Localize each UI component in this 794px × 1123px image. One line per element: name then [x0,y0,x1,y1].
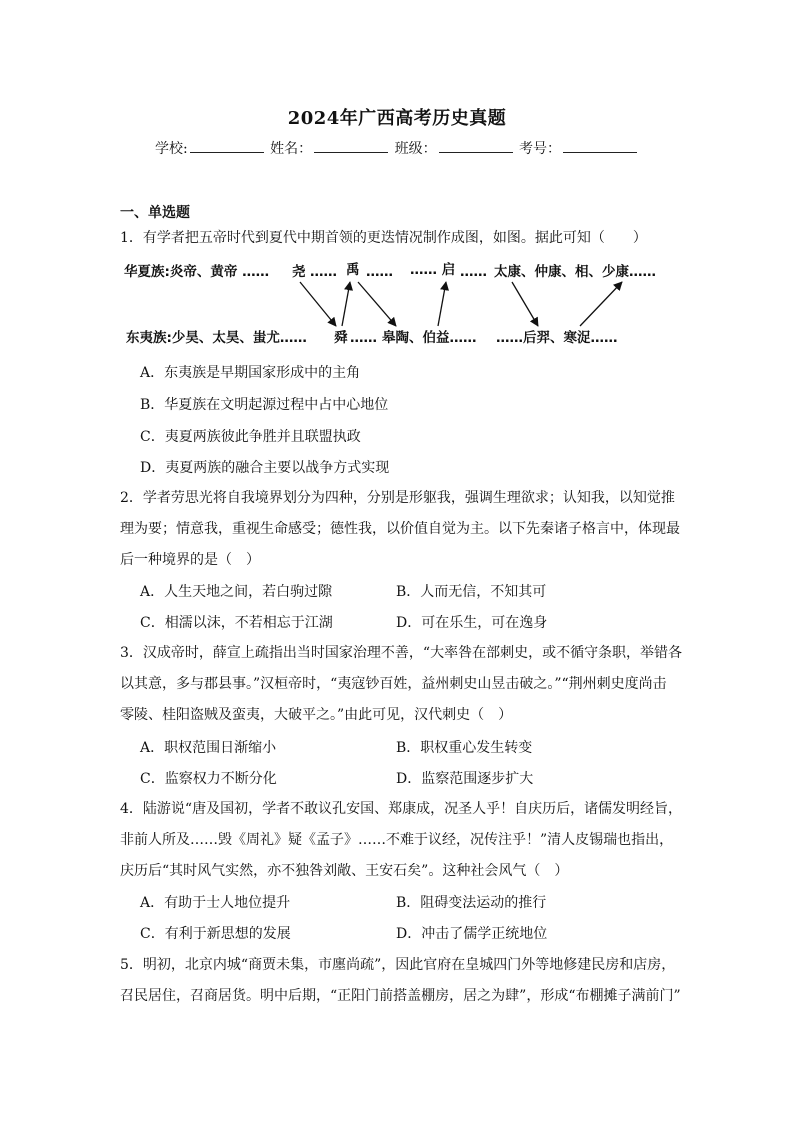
diagram-gaoyao-boyi: 皋陶、伯益…… [382,330,477,346]
q1-option-d[interactable]: D．夷夏两族的融合主要以战争方式实现 [140,460,390,476]
school-label: 学校: [154,141,188,157]
diagram-houyi-hanzhuo: ……后羿、寒浞…… [496,330,618,346]
arrow-yu-to-gaoyao [358,282,396,326]
q4-option-c[interactable]: C．有利于新思想的发展 [140,926,291,942]
q1-option-c[interactable]: C．夷夏两族彼此争胜并且联盟执政 [140,429,361,445]
q4-stem-line-3: 庆历后“其时风气实然，亦不独咎刘敞、王安石矣”。这种社会风气（ ） [120,863,569,879]
diagram-dots: …… [310,264,337,280]
q3-option-d[interactable]: D．监察范围逐步扩大 [396,771,534,787]
q2-stem-line-3: 后一种境界的是（ ） [120,552,260,568]
q2-option-b[interactable]: B．人而无信，不知其可 [396,584,547,600]
q4-stem-line-1: 4．陆游说“唐及国初，学者不敢议孔安国、郑康成，况圣人乎！自庆历后，诸儒发明经旨， [120,801,683,817]
q3-stem-line-3: 零陵、桂阳盗贼及蛮夷，大破平之。”由此可见，汉代刺史（ ） [120,707,513,723]
page-title: 2024年广西高考历史真题 [287,108,507,129]
name-label: 姓名： [270,141,313,157]
q3-option-a[interactable]: A．职权范围日渐缩小 [140,740,277,756]
q5-stem-line-2: 召民居住，召商居货。明中后期，“正阳门前搭盖棚房，居之为肆”，形成“布棚摊子满前门” [120,988,681,1004]
diagram-taikang-row: 太康、仲康、相、少康…… [494,264,656,280]
q2-option-c[interactable]: C．相濡以沫，不若相忘于江湖 [140,615,333,631]
q4-option-b[interactable]: B．阻碍变法运动的推行 [396,895,547,911]
number-blank[interactable] [563,138,637,153]
arrow-hanzhuo-to-shaokang [580,282,622,326]
arrow-taikang-to-houyi [512,282,538,326]
q5-stem-line-1: 5．明初，北京内城“商贾未集，市廛尚疏”，因此官府在皇城四门外等地修建民房和店房， [120,957,676,973]
q3-stem-line-2: 以其意，多与郡县事。”汉桓帝时，“夷寇钞百姓，益州刺史山昱击破之。”“荆州刺史度尚击 [120,676,667,692]
q1-option-a[interactable]: A．东夷族是早期国家形成中的主角 [140,365,361,381]
diagram-dongyi-label: 东夷族:少昊、太昊、蚩尤…… [126,330,307,346]
student-info-line [0,138,794,158]
q1-stem: 1．有学者把五帝时代到夏代中期首领的更迭情况制作成图，如图。据此可知（ ） [120,230,647,246]
diagram-dots: …… [366,264,393,280]
q3-option-c[interactable]: C．监察权力不断分化 [140,771,277,787]
diagram-dots: …… [460,264,487,280]
diagram-yu: 禹 [346,262,360,278]
school-blank[interactable] [190,138,264,153]
arrow-yao-to-shun [300,282,336,326]
diagram-shun: 舜 [334,330,348,346]
name-blank[interactable] [314,138,388,153]
q4-option-a[interactable]: A．有助于士人地位提升 [140,895,291,911]
q2-option-d[interactable]: D．可在乐生，可在逸身 [396,615,548,631]
class-blank[interactable] [439,138,513,153]
number-label: 考号： [519,141,562,157]
arrow-shun-to-yu [342,282,350,326]
q2-stem-line-2: 理为要；情意我，重视生命感受；德性我，以价值自觉为主。以下先秦诸子格言中，体现最 [120,521,680,537]
diagram-qi: …… 启 [410,262,456,278]
diagram-yao: 尧 [292,264,306,280]
arrow-boyi-to-qi [438,282,446,326]
q4-stem-line-2: 非前人所及……毁《周礼》疑《孟子》……不难于议经，况传注乎！”清人皮锡瑞也指出， [120,832,674,848]
q4-option-d[interactable]: D．冲击了儒学正统地位 [396,926,548,942]
q1-option-b[interactable]: B．华夏族在文明起源过程中占中心地位 [140,397,389,413]
section-heading: 一、单选题 [120,205,190,221]
q2-stem-line-1: 2．学者劳思光将自我境界划分为四种，分别是形躯我，强调生理欲求；认知我，以知觉推 [120,490,675,506]
q2-option-a[interactable]: A．人生天地之间，若白驹过隙 [140,584,333,600]
q3-option-b[interactable]: B．职权重心发生转变 [396,740,533,756]
q3-stem-line-1: 3．汉成帝时，薛宣上疏指出当时国家治理不善，“大率咎在部刺史，或不循守条职，举错各 [120,645,683,661]
diagram-dots: …… [350,330,377,346]
q1-succession-diagram [124,260,684,352]
diagram-huaxia-label: 华夏族:炎帝、黄帝 …… [124,264,270,280]
class-label: 班级： [394,141,437,157]
